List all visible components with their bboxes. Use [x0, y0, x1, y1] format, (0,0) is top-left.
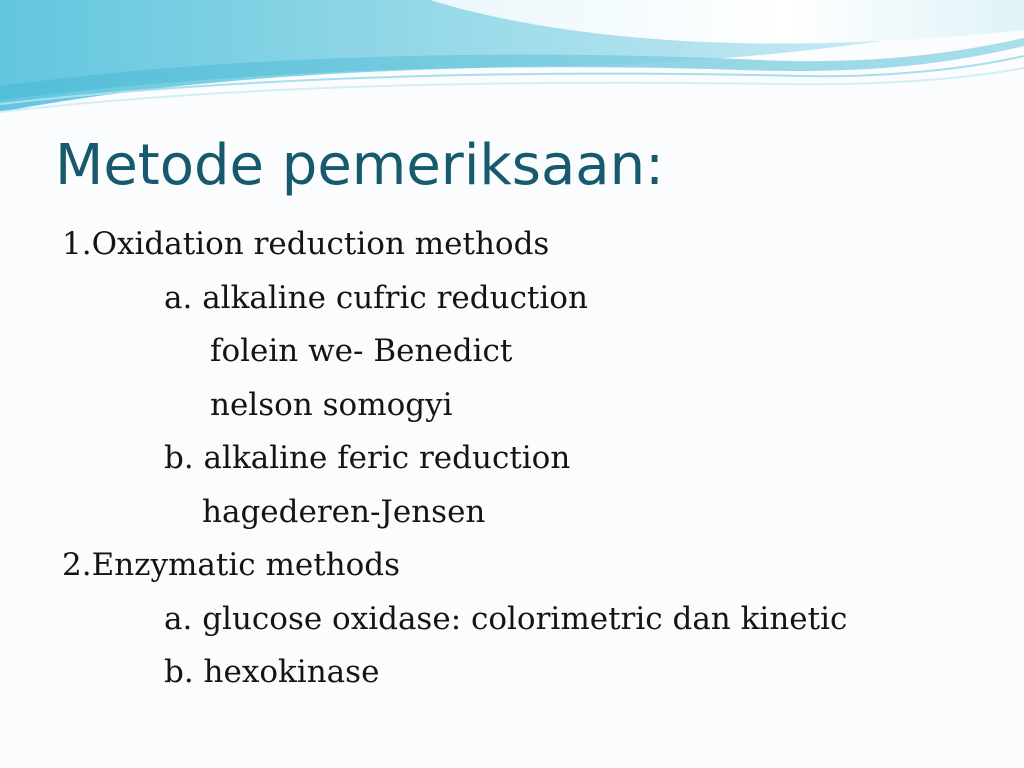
list-item: b. alkaline feric reduction	[164, 440, 571, 476]
list-item: a. alkaline cufric reduction	[164, 279, 588, 316]
list-item: 1.Oxidation reduction methods	[62, 226, 550, 262]
list-item: hagederen-Jensen	[202, 493, 486, 530]
header-wave-decoration	[0, 0, 1024, 130]
content-list	[62, 218, 992, 700]
list-item: 2.Enzymatic methods	[62, 547, 401, 583]
list-item: nelson somogyi	[210, 386, 453, 423]
slide-title: Metode pemeriksaan:	[55, 133, 664, 198]
list-item: a. glucose oxidase: colorimetric dan kinetic	[164, 600, 848, 637]
list-item: folein we- Benedict	[210, 333, 513, 369]
list-item: b. hexokinase	[164, 654, 380, 690]
